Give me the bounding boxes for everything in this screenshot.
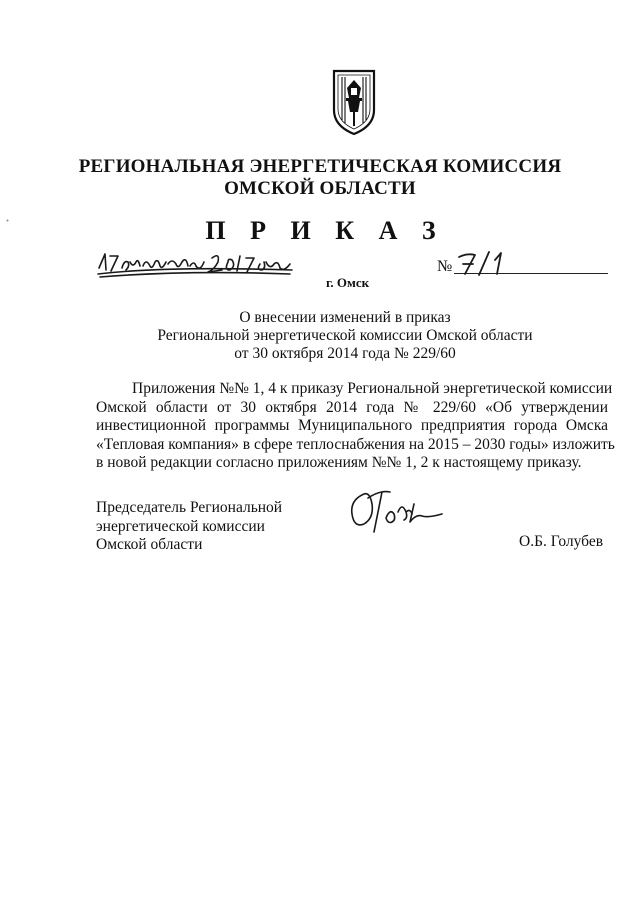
signer-position-line1: Председатель Региональной [96,499,283,516]
signer-position-line3: Омской области [96,536,203,553]
body-line: Приложения №№ 1, 4 к приказу Региональной энергетической комиссии [132,380,613,397]
document-type-title: П Р И К А З [205,216,445,245]
body-line: инвестиционной программы Муниципального предприятия города Омска [96,417,608,434]
commission-name-line1: РЕГИОНАЛЬНАЯ ЭНЕРГЕТИЧЕСКАЯ КОМИССИЯ [78,156,562,177]
commission-name-line2: ОМСКОЙ ОБЛАСТИ [224,178,416,199]
body-line: Омской области от 30 октября 2014 года № 229/60 «Об утверждении [96,398,608,416]
signer-name: О.Б. Голубев [519,533,604,550]
margin-dot [6,219,9,222]
body-line: в новой редакции согласно приложениям №№ 1, 2 к настоящему приказу. [96,454,582,471]
handwritten-date [96,244,294,280]
subject-line3: от 30 октября 2014 года № 229/60 [234,345,456,362]
body-line: «Тепловая компания» в сфере теплоснабжения на 2015 – 2030 годы» изложить [96,435,615,453]
subject-line1: О внесении изменений в приказ [239,309,451,326]
subject-line2: Региональной энергетической комиссии Омской области [157,327,533,344]
omsk-coat-of-arms-emblem [331,68,377,136]
signer-position-line2: энергетической комиссии [96,517,265,535]
order-body-paragraph [96,380,615,473]
handwritten-order-number [455,248,515,278]
handwritten-signature [346,484,446,536]
order-number-label: № [437,258,453,275]
signer-position [96,499,282,555]
city-label: г. Омск [326,275,370,290]
